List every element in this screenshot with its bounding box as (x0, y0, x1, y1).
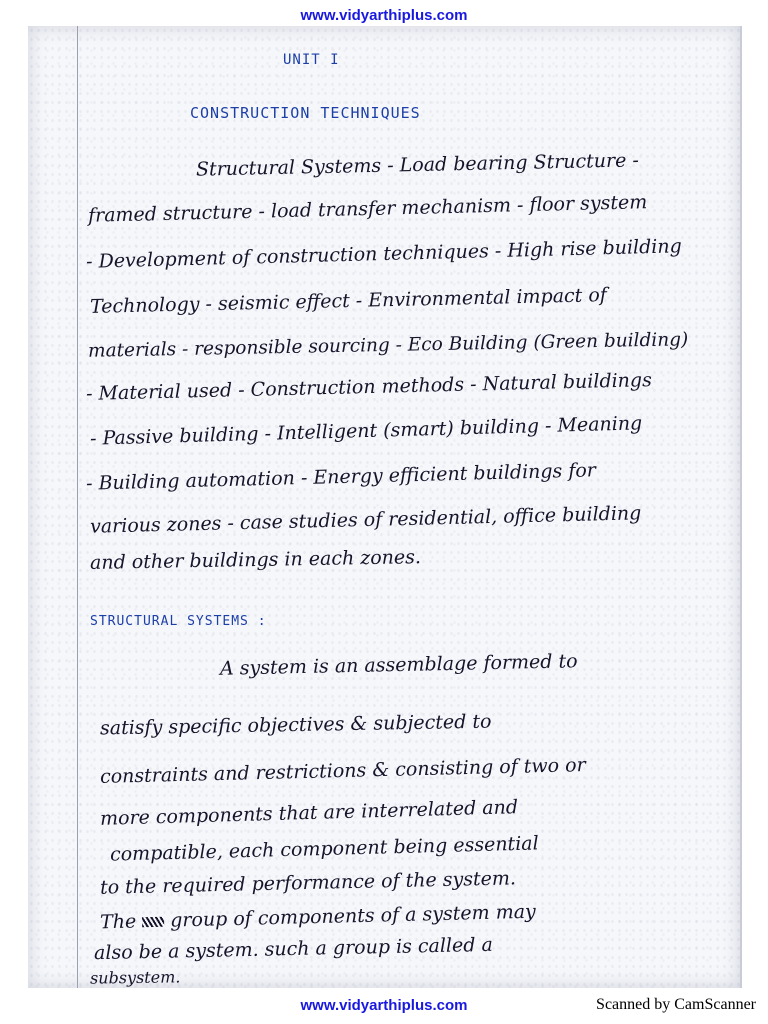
scanner-credit: Scanned by CamScanner (596, 996, 756, 1013)
chapter-title: CONSTRUCTION TECHNIQUES (190, 104, 421, 122)
syllabus-line: framed structure - load transfer mechanism - floor system (87, 191, 648, 227)
definition-line: satisfy specific objectives & subjected to (99, 710, 492, 740)
syllabus-line: - Development of construction techniques - High rise building (85, 235, 682, 273)
syllabus-line: materials - responsible sourcing - Eco Building (Green building) (87, 329, 689, 362)
footer-site-link[interactable]: www.vidyarthiplus.com (300, 997, 468, 1014)
syllabus-line: and other buildings in each zones. (89, 546, 422, 574)
definition-line: compatible, each component being essential (109, 832, 539, 866)
header-site-link[interactable]: www.vidyarthiplus.com (300, 7, 468, 24)
definition-line: subsystem. (89, 967, 181, 988)
syllabus-line: - Material used - Construction methods - Natural buildings (85, 369, 653, 405)
definition-line: also be a system. such a group is called a (93, 933, 494, 965)
syllabus-line: various zones - case studies of residential, office building (89, 502, 642, 538)
definition-line: group of components of a system may (169, 900, 537, 932)
syllabus-line: Technology - seismic effect - Environmental impact of (89, 284, 608, 318)
definition-line: to the required performance of the system. (99, 867, 517, 899)
definition-line-with-strikeout (100, 901, 536, 934)
syllabus-line: - Passive building - Intelligent (smart) building - Meaning (89, 412, 643, 450)
definition-line-prefix: The (99, 910, 137, 934)
margin-line (77, 26, 78, 988)
crossed-out-word (142, 917, 164, 928)
definition-line: constraints and restrictions & consisting of two or (99, 754, 586, 788)
definition-line: A system is an assemblage formed to (219, 650, 578, 680)
syllabus-line: - Building automation - Energy efficient buildings for (85, 459, 597, 495)
section-heading: STRUCTURAL SYSTEMS : (90, 614, 267, 629)
notebook-page (28, 26, 742, 988)
definition-line: more components that are interrelated and (99, 796, 519, 830)
unit-label: UNIT I (283, 52, 340, 68)
syllabus-line: Structural Systems - Load bearing Structure - (195, 149, 640, 181)
